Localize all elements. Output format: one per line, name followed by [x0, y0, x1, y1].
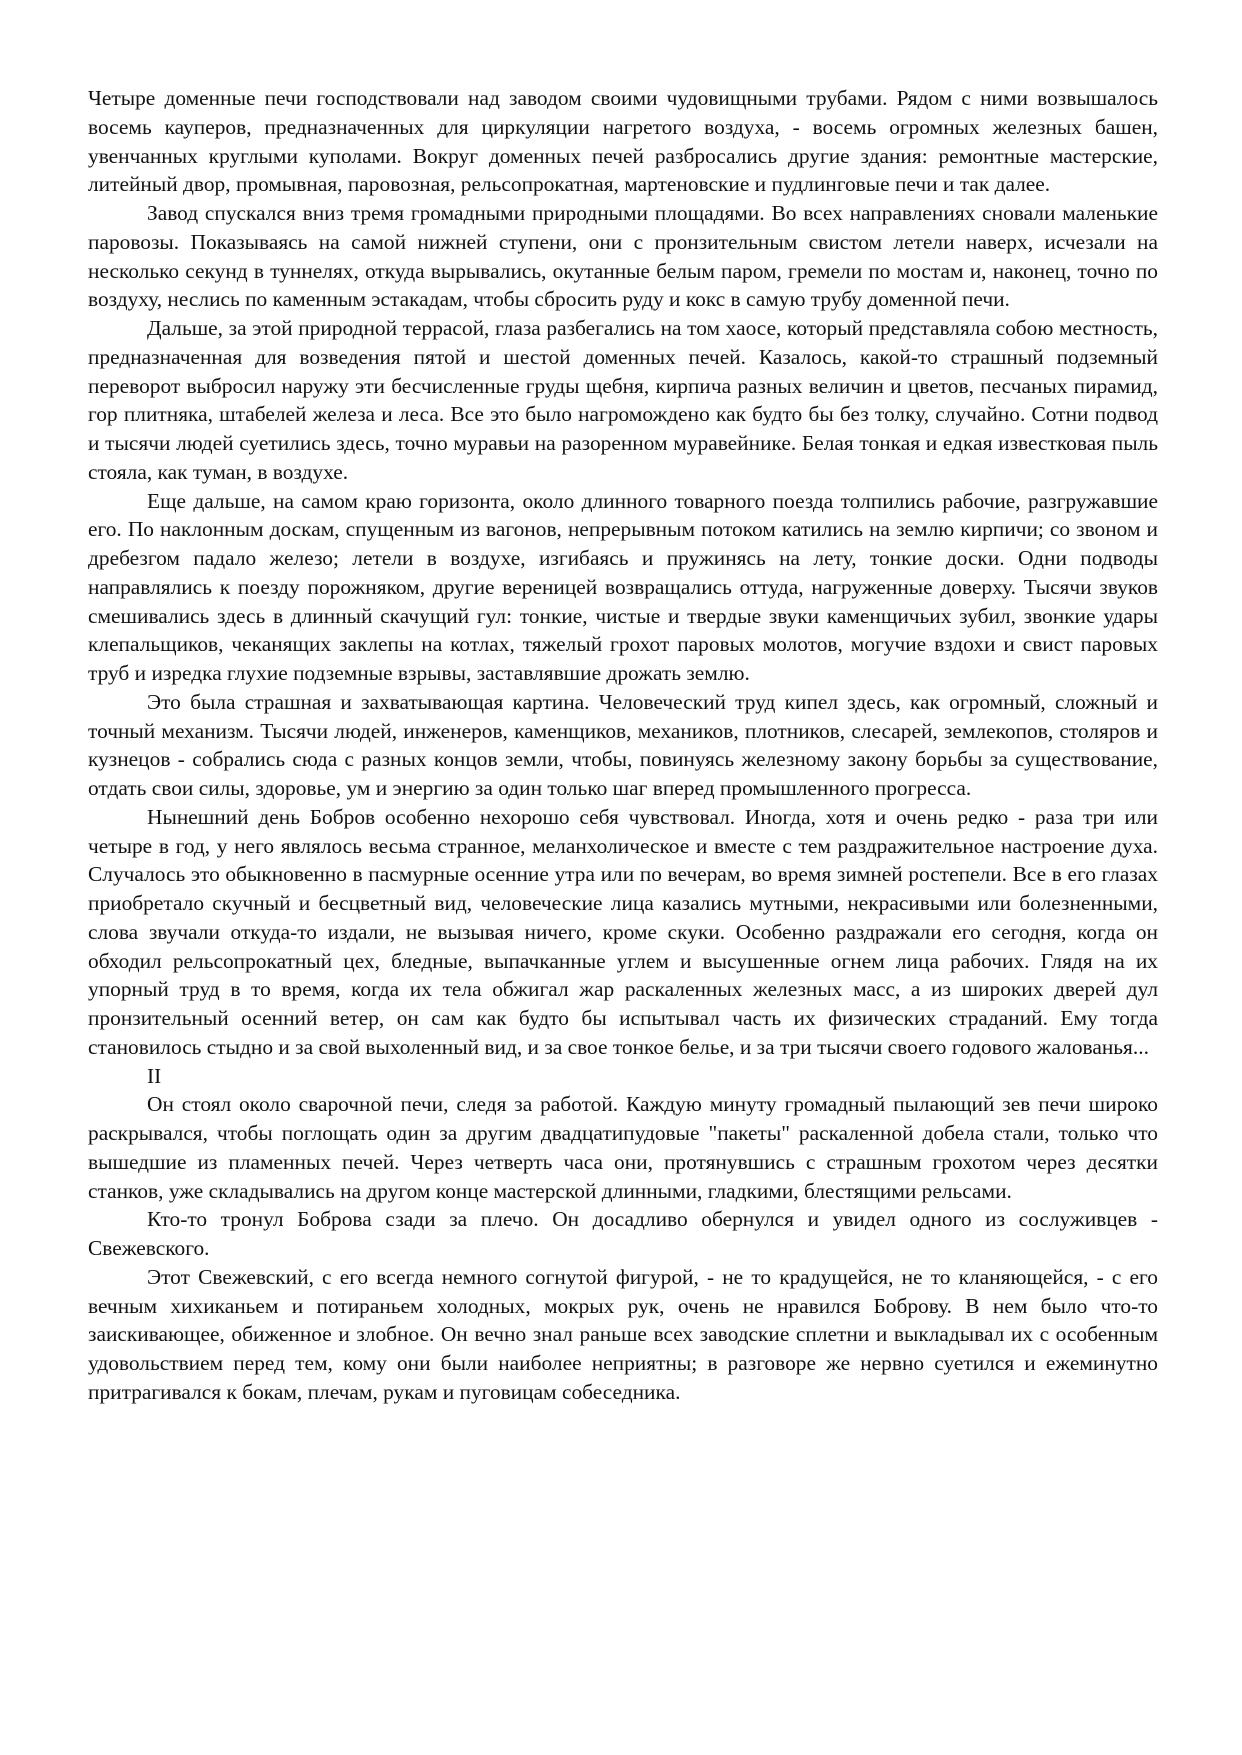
paragraph-5: Это была страшная и захватывающая картина. Человеческий труд кипел здесь, как огромный, сложный и точный механизм. Тысячи людей, инженеров, каменщиков, механиков, плотников, слесарей, землекопов, столяров и кузнецов - собрались сюда с разных концов земли, чтобы, повинуясь железному закону борьбы за существование, отдать свои силы, здоровье, ум и энергию за один только шаг вперед промышленного прогресса. — [88, 689, 1158, 800]
paragraph-2: Завод спускался вниз тремя громадными природными площадями. Во всех направлениях сновали маленькие паровозы. Показываясь на самой нижней ступени, они с пронзительным свистом летели наверх, исчезали на несколько секунд в туннелях, откуда вырывались, окутанные белым паром, гремели по мостам и, наконец, точно по воздуху, неслись по каменным эстакадам, чтобы сбросить руду и кокс в самую трубу доменной печи. — [88, 201, 1158, 312]
paragraph-6: Нынешний день Бобров особенно нехорошо себя чувствовал. Иногда, хотя и очень редко - раза три или четыре в год, у него являлось весьма странное, меланхолическое и вместе с тем раздражительное настроение духа. Случалось это обыкновенно в пасмурные осенние утра или по вечерам, во время зимней ростепели. Все в его глазах приобретало скучный и бесцветный вид, человеческие лица казались мутными, некрасивыми или болезненными, слова звучали откуда-то издали, не вызывая ничего, кроме скуки. Особенно раздражали его сегодня, когда он обходил рельсопрокатный цех, бледные, выпачканные углем и высушенные огнем лица рабочих. Глядя на их упорный труд в то время, когда их тела обжигал жар раскаленных железных масс, а из широких дверей дул пронзительный осенний ветер, он сам как будто бы испытывал часть их физических страданий. Ему тогда становилось стыдно и за свой выхоленный вид, и за свое тонкое белье, и за три тысячи своего годового жалованья... — [88, 804, 1158, 1059]
paragraph-4: Еще дальше, на самом краю горизонта, около длинного товарного поезда толпились рабочие, разгружавшие его. По наклонным доскам, спущенным из вагонов, непрерывным потоком катились на землю кирпичи; со звоном и дребезгом падало железо; летели в воздухе, изгибаясь и пружинясь на лету, тонкие доски. Одни подводы направлялись к поезду порожняком, другие вереницей возвращались оттуда, нагруженные доверху. Тысячи звуков смешивались здесь в длинный скачущий гул: тонкие, чистые и твердые звуки каменщичьих зубил, звонкие удары клепальщиков, чеканящих заклепы на котлах, тяжелый грохот паровых молотов, могучие вздохи и свист паровых труб и изредка глухие подземные взрывы, заставлявшие дрожать землю. — [88, 488, 1158, 685]
chapter-heading: II — [147, 1063, 162, 1088]
paragraph-9: Этот Свежевский, с его всегда немного согнутой фигурой, - не то крадущейся, не то кланяющейся, - с его вечным хихиканьем и потираньем холодных, мокрых рук, очень не нравился Боброву. В нем было что-то заискивающее, обиженное и злобное. Он вечно знал раньше всех заводские сплетни и выкладывал их с особенным удовольствием перед тем, кому они были наиболее неприятны; в разговоре же нервно суетился и ежеминутно притрагивался к бокам, плечам, рукам и пуговицам собеседника. — [88, 1264, 1158, 1404]
paragraph-8: Кто-то тронул Боброва сзади за плечо. Он досадливо обернулся и увидел одного из сослуживцев - Свежевского. — [88, 1207, 1158, 1260]
paragraph-7: Он стоял около сварочной печи, следя за работой. Каждую минуту громадный пылающий зев печи широко раскрывался, чтобы поглощать один за другим двадцатипудовые "пакеты" раскаленной добела стали, только что вышедшие из пламенных печей. Через четверть часа они, протянувшись с страшным грохотом через десятки станков, уже складывались на другом конце мастерской длинными, гладкими, блестящими рельсами. — [88, 1092, 1158, 1203]
paragraph-3: Дальше, за этой природной террасой, глаза разбегались на том хаосе, который представляла собою местность, предназначенная для возведения пятой и шестой доменных печей. Казалось, какой-то страшный подземный переворот выбросил наружу эти бесчисленные груды щебня, кирпича разных величин и цветов, песчаных пирамид, гор плитняка, штабелей железа и леса. Все это было нагромождено как будто бы без толку, случайно. Сотни подвод и тысячи людей суетились здесь, точно муравьи на разоренном муравейнике. Белая тонкая и едкая известковая пыль стояла, как туман, в воздухе. — [88, 316, 1158, 484]
document-page — [88, 84, 1158, 1407]
paragraph-1: Четыре доменные печи господствовали над заводом своими чудовищными трубами. Рядом с ними возвышалось восемь кауперов, предназначенных для циркуляции нагретого воздуха, - восемь огромных железных башен, увенчанных круглыми куполами. Вокруг доменных печей разбросались другие здания: ремонтные мастерские, литейный двор, промывная, паровозная, рельсопрокатная, мартеновские и пудлинговые печи и так далее. — [88, 86, 1158, 197]
